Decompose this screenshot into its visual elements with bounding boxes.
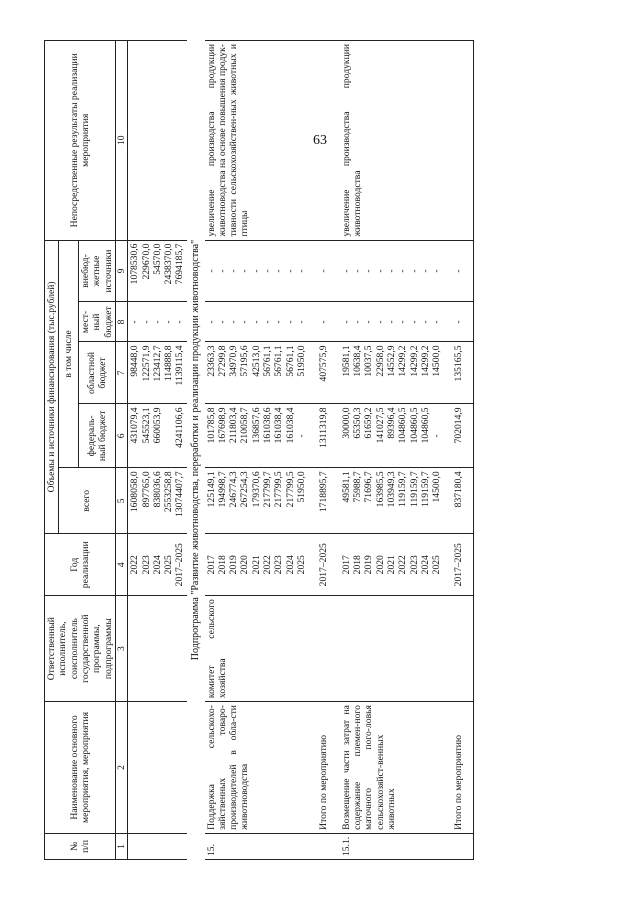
subprogram-title: Подпрограмма "Развитие животноводства, переработки и реализации продукции животноводства" (189, 239, 201, 661)
top-total: 1608058,0 897765,0 838036,6 2553258,8 13074407,7 (128, 468, 187, 534)
local-list: - - - - - - - - - (205, 302, 309, 342)
total-local: - (308, 302, 330, 342)
col-number: 2 (115, 702, 127, 834)
col-number: 6 (115, 404, 127, 468)
col-number: 5 (115, 468, 127, 534)
extrabudget-list: - - - - - - - - - (331, 240, 444, 302)
header-year: Год реализации (45, 534, 116, 596)
col-number: 7 (115, 342, 127, 404)
result-text: увеличение производства продукции животноводства (331, 41, 444, 241)
regional-list: 19581,1 10638,4 10037,5 22958,0 14552,9 14299,2 14299,2 14299,2 14500,0 (331, 342, 444, 404)
header-total: всего (59, 468, 116, 534)
total-sum: 1718895,7 (308, 468, 330, 534)
total-years: 2017–2025 (308, 534, 330, 596)
table-canvas (44, 40, 604, 860)
header-regional: областной бюджет (78, 342, 115, 404)
total-extrabudget: - (308, 240, 330, 302)
col-number: 8 (115, 302, 127, 342)
page-number: 63 (313, 133, 327, 148)
header-extrabudget: внебюд-жетные источники (78, 240, 115, 302)
top-local: - - - - - (128, 302, 187, 342)
measure-15-row (205, 41, 309, 860)
subprogram-row (187, 41, 205, 860)
extrabudget-list: - - - - - - - - - (205, 240, 309, 302)
col-number: 3 (115, 596, 127, 702)
total-list: 49581,1 75988,7 71696,7 163985,5 103949,3 119159,7 119159,7 119159,7 14500,0 (331, 468, 444, 534)
top-regional: 98448,0 122571,9 123412,7 114888,8 1139115,4 (128, 342, 187, 404)
column-numbers-row (115, 41, 127, 860)
measure-15-total-row (308, 41, 330, 860)
total-label: Итого по мероприятию (308, 702, 330, 834)
total-extrabudget: - (443, 240, 473, 302)
regional-list: 23363,3 27299,8 34970,9 57195,6 42513,0 56761,1 56761,1 56761,1 51950,0 (205, 342, 309, 404)
row-number: 15.1. (331, 833, 444, 859)
total-local: - (443, 302, 473, 342)
years-list: 2017 2018 2019 2020 2021 2022 2023 2024 2025 (205, 534, 309, 596)
measure-name: Возмещение части затрат на содержание племен-ного маточного пого-ловья сельскохозяйст-венных животных (331, 702, 444, 834)
top-block-row (128, 41, 187, 860)
header-local: мест-ный бюджет (78, 302, 115, 342)
header-results: Непосредственные результаты реализации мероприятия (45, 41, 116, 241)
financing-table (44, 40, 474, 860)
total-federal: 1311319,8 (308, 404, 330, 468)
header-responsible: Ответственный исполнитель, соисполнитель государственной программы, подпрограммы (45, 596, 116, 702)
total-sum: 837180,4 (443, 468, 473, 534)
header-financing: Объемы и источники финансирования (тыс.рублей) (45, 240, 59, 534)
header-federal: федераль-ный бюджет (78, 404, 115, 468)
total-list: 125149,1 194998,7 246774,3 267254,3 179370,6 217799,7 217799,5 217799,5 51950,0 (205, 468, 309, 534)
total-label: Итого по мероприятию (443, 702, 473, 834)
total-regional: 407575,9 (308, 342, 330, 404)
total-regional: 135165,5 (443, 342, 473, 404)
top-years: 2022 2023 2024 2025 2017–2025 (128, 534, 187, 596)
total-federal: 702014,9 (443, 404, 473, 468)
years-list: 2017 2018 2019 2020 2021 2022 2023 2024 2025 (331, 534, 444, 596)
row-number: 15. (205, 833, 309, 859)
measure-151-total-row (443, 41, 473, 860)
header-including: в том числе (59, 240, 79, 468)
col-number: 1 (115, 833, 127, 859)
local-list: - - - - - - - - - (331, 302, 444, 342)
top-federal: 431079,4 545523,1 660053,9 4241106,6 (128, 404, 187, 468)
measure-name: Поддержка сельскохо-зяйственных товаро-производителей в обла-сти животноводства (205, 702, 309, 834)
col-number: 4 (115, 534, 127, 596)
rotated-table-area (44, 40, 604, 860)
col-number: 9 (115, 240, 127, 302)
federal-list: 101785,8 167698,9 211803,4 210058,7 136857,6 161038,6 161038,4 161038,4 - (205, 404, 309, 468)
federal-list: 30000,0 65350,3 61659,2 141027,5 89396,4 104860,5 104860,5 104860,5 - (331, 404, 444, 468)
top-extrabudget: 1078530,6 229670,0 54570,0 2438370,0 7694185,7 (128, 240, 187, 302)
result-text: увеличение производства продукции животноводства на основе повышения продук-тивности сельскохозяйствен-ных животных и птицы (205, 41, 309, 241)
col-number: 10 (115, 41, 127, 241)
responsible-executor: комитет сельского хозяйства (205, 596, 309, 702)
header-n: № п/п (45, 833, 116, 859)
measure-151-row (331, 41, 444, 860)
total-years: 2017–2025 (443, 534, 473, 596)
header-name: Наименование основного мероприятия, мероприятия (45, 702, 116, 834)
